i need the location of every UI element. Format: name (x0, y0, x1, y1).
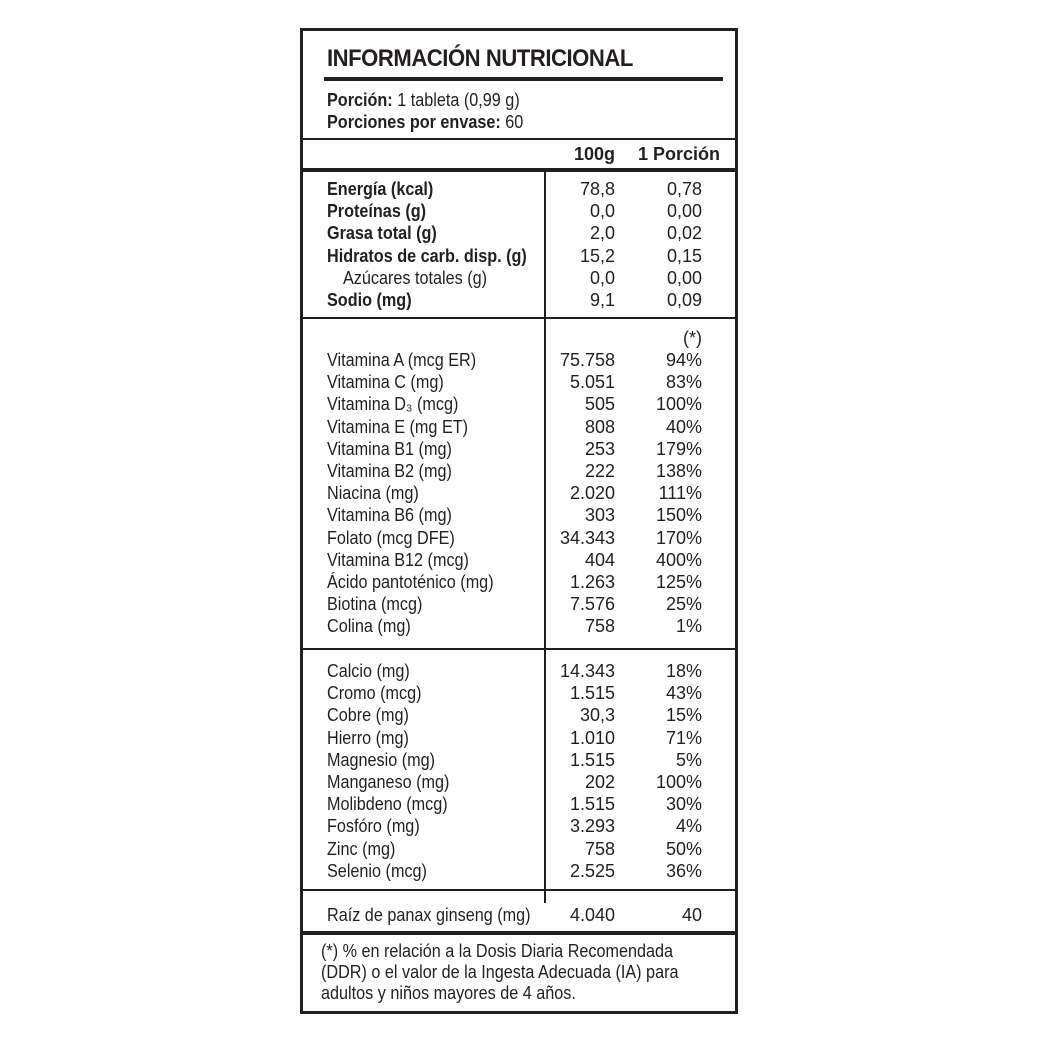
value-100g: 4.040 (569, 905, 615, 925)
value-portion: 43% (665, 683, 702, 704)
value-portion: 50% (665, 838, 702, 859)
portion-value: 1 tableta (0,99 g) (397, 90, 520, 110)
value-100g: 15,2 (579, 245, 615, 266)
nutrient-name: Hidratos de carb. disp. (g) (327, 245, 527, 266)
value-100g: 2.020 (569, 483, 615, 504)
value-portion: 71% (665, 727, 702, 748)
value-portion: 0,09 (666, 290, 702, 310)
nutrient-name: Selenio (mcg) (327, 860, 427, 881)
value-100g: 202 (584, 772, 615, 792)
nutrition-facts-panel (300, 28, 738, 1014)
value-100g: 1.515 (569, 794, 615, 815)
value-portion: 1% (675, 616, 702, 637)
value-100g: 1.010 (569, 727, 615, 748)
value-portion: 40 (681, 905, 702, 925)
panel-title: INFORMACIÓN NUTRICIONAL (327, 45, 633, 72)
value-100g: 2,0 (589, 223, 615, 244)
value-portion: 40% (665, 416, 702, 437)
ginseng-row (303, 904, 735, 926)
nutrient-name: Raíz de panax ginseng (mg) (327, 905, 531, 925)
nutrient-row (303, 571, 735, 593)
nutrient-name: Proteínas (g) (327, 201, 427, 222)
nutrient-name: Vitamina B12 (mcg) (327, 549, 469, 570)
value-100g: 30,3 (579, 705, 615, 726)
nutrient-name: Vitamina E (mg ET) (327, 416, 469, 437)
nutrient-name: Magnesio (mg) (327, 749, 436, 770)
value-100g: 758 (584, 838, 615, 859)
value-portion: 15% (665, 705, 702, 726)
value-100g: 3.293 (569, 816, 615, 837)
header-rule (303, 168, 735, 172)
nutrient-name: Cobre (mg) (327, 705, 409, 726)
value-100g: 303 (584, 505, 615, 526)
value-portion: 94% (665, 350, 702, 370)
nutrient-name: Energía (kcal) (327, 179, 434, 199)
nutrient-row (303, 771, 735, 793)
nutrient-row (303, 615, 735, 637)
footnote (321, 941, 690, 1004)
nutrient-name: Azúcares totales (g) (343, 267, 488, 288)
nutrient-row (303, 527, 735, 549)
value-100g: 2.525 (569, 860, 615, 881)
value-100g: 5.051 (569, 372, 615, 393)
nutrient-row (303, 349, 735, 371)
value-100g: 505 (584, 394, 615, 415)
nutrient-row (303, 482, 735, 504)
value-100g: 75.758 (559, 350, 615, 370)
nutrient-name: Calcio (mg) (327, 661, 410, 681)
portion-line (327, 89, 520, 111)
value-100g: 0,0 (589, 267, 615, 288)
nutrient-row (303, 222, 735, 244)
nutrient-row (303, 749, 735, 771)
value-portion: 0,78 (666, 179, 702, 199)
divider (303, 648, 735, 650)
nutrient-name: Zinc (mg) (327, 838, 396, 859)
nutrient-row (303, 815, 735, 837)
value-100g: 758 (584, 616, 615, 637)
nutrient-row (303, 549, 735, 571)
value-100g: 78,8 (579, 179, 615, 199)
value-100g: 222 (584, 461, 615, 481)
value-100g: 808 (584, 416, 615, 437)
value-portion: 100% (655, 394, 702, 415)
nutrient-name: Colina (mg) (327, 616, 411, 637)
value-100g: 9,1 (589, 290, 615, 310)
value-portion: 138% (655, 461, 702, 481)
value-portion: 111% (658, 483, 702, 504)
value-portion: 36% (665, 860, 702, 881)
value-portion: 170% (655, 527, 702, 548)
footer-rule (303, 931, 735, 935)
footnote-line: (DDR) o el valor de la Ingesta Adecuada (IA) para (321, 962, 679, 982)
nutrient-row (303, 245, 735, 267)
value-portion: 400% (655, 549, 702, 570)
value-portion: 179% (655, 438, 702, 459)
value-portion: 5% (675, 749, 702, 770)
nutrient-name: Cromo (mcg) (327, 683, 422, 704)
nutrient-name: Vitamina B6 (mg) (327, 505, 452, 526)
nutrient-name: Sodio (mg) (327, 290, 412, 310)
nutrient-name: Biotina (mcg) (327, 594, 423, 615)
nutrient-row (303, 267, 735, 289)
nutrient-row (303, 660, 735, 682)
nutrient-name: Grasa total (g) (327, 223, 437, 244)
value-portion: 0,00 (666, 267, 702, 288)
nutrient-name: Molibdeno (mcg) (327, 794, 448, 815)
nutrient-name: Ácido pantoténico (mg) (327, 572, 494, 592)
value-100g: 14.343 (559, 661, 615, 681)
nutrient-row (303, 704, 735, 726)
value-portion: 83% (665, 372, 702, 393)
nutrient-row (303, 860, 735, 882)
footnote-line: (*) % en relación a la Dosis Diaria Recomendada (321, 941, 674, 961)
nutrient-row (303, 178, 735, 200)
nutrient-name: Niacina (mg) (327, 483, 419, 504)
value-100g: 404 (584, 549, 615, 570)
nutrient-name: Vitamina A (mcg ER) (327, 350, 477, 370)
footnote-line: adultos y niños mayores de 4 años. (321, 983, 576, 1003)
nutrient-name: Vitamina B2 (mg) (327, 461, 452, 481)
divider (303, 138, 735, 140)
nutrient-row (303, 504, 735, 526)
divider (303, 889, 735, 891)
nutrient-row (303, 682, 735, 704)
nutrient-name: Vitamina C (mg) (327, 372, 444, 393)
portion-label: Porción: (327, 90, 393, 110)
value-portion: 0,15 (666, 245, 702, 266)
value-portion: 4% (675, 816, 702, 837)
nutrient-name: Folato (mcg DFE) (327, 527, 455, 548)
value-100g: 7.576 (569, 594, 615, 615)
value-portion: 150% (655, 505, 702, 526)
nutrient-row (303, 793, 735, 815)
nutrient-row (303, 838, 735, 860)
value-portion: 125% (655, 572, 702, 592)
servings-line (327, 111, 523, 133)
value-100g: 34.343 (559, 527, 615, 548)
nutrient-row (303, 727, 735, 749)
asterisk-marker: (*) (683, 328, 702, 348)
title-rule (324, 77, 723, 81)
nutrient-name: Manganeso (mg) (327, 772, 450, 792)
value-portion: 0,00 (666, 201, 702, 222)
value-portion: 25% (665, 594, 702, 615)
nutrient-row (303, 289, 735, 311)
nutrient-name: Hierro (mg) (327, 727, 409, 748)
value-portion: 18% (665, 661, 702, 681)
value-portion: 30% (665, 794, 702, 815)
nutrient-row (303, 200, 735, 222)
servings-label: Porciones por envase: (327, 112, 501, 132)
value-portion: 0,02 (666, 223, 702, 244)
value-100g: 1.263 (569, 572, 615, 592)
nutrient-row (303, 593, 735, 615)
nutrient-name: Vitamina B1 (mg) (327, 438, 452, 459)
nutrient-row (303, 416, 735, 438)
servings-value: 60 (505, 112, 524, 132)
nutrient-row (303, 393, 735, 415)
value-100g: 1.515 (569, 749, 615, 770)
value-portion: 100% (655, 772, 702, 792)
value-100g: 0,0 (589, 201, 615, 222)
column-header-portion: 1 Porción (637, 144, 720, 164)
value-100g: 1.515 (569, 683, 615, 704)
nutrient-row (303, 460, 735, 482)
nutrient-row (303, 438, 735, 460)
divider (303, 317, 735, 319)
nutrient-name: Vitamina D₃ (mcg) (327, 394, 459, 415)
nutrient-row (303, 371, 735, 393)
value-100g: 253 (584, 438, 615, 459)
column-header-100g: 100g (573, 144, 615, 164)
nutrient-name: Fosfóro (mg) (327, 816, 420, 837)
